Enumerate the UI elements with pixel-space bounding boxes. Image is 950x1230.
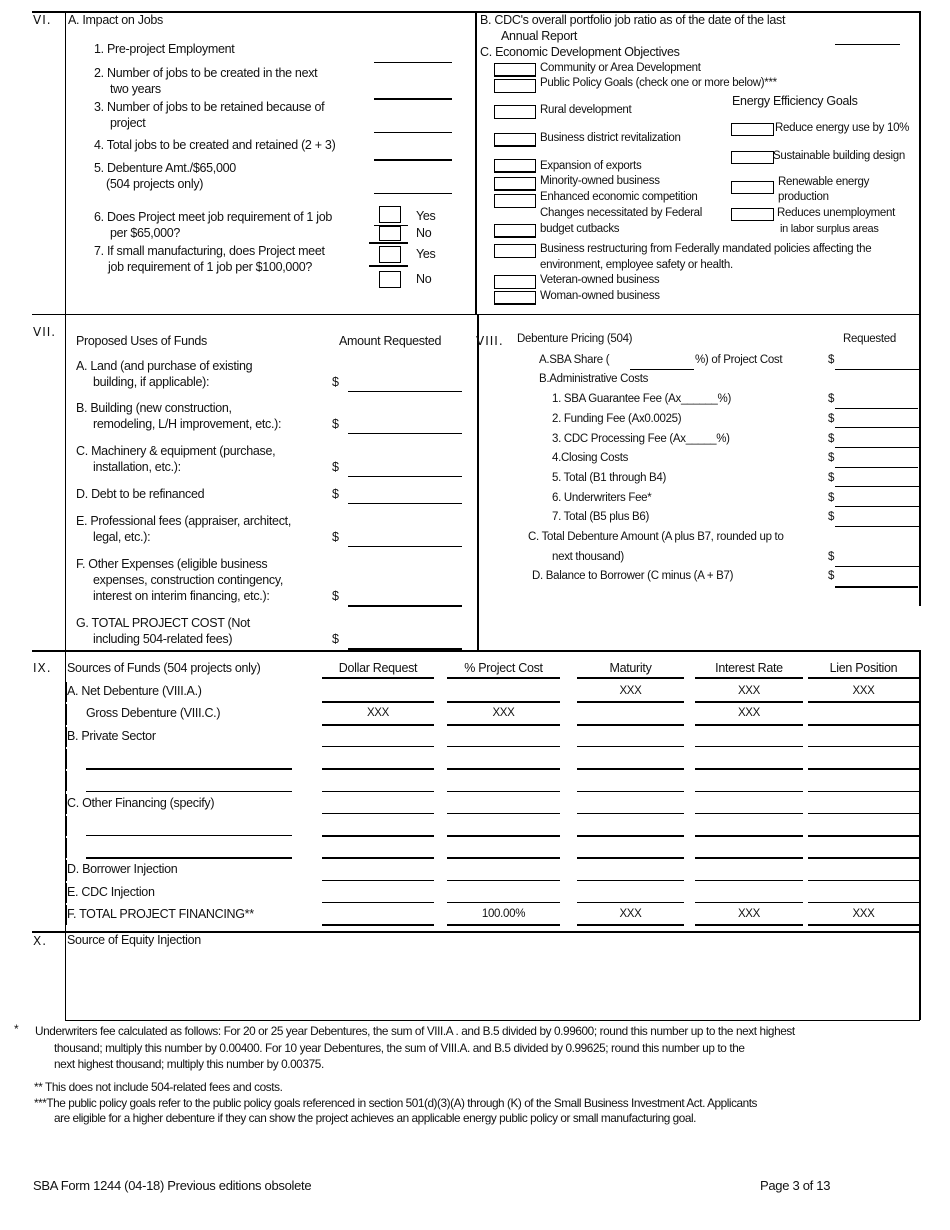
- b-total-currency: $: [828, 472, 835, 484]
- professional-fees-amount-field[interactable]: [348, 546, 462, 547]
- table-row-label: F. TOTAL PROJECT FINANCING**: [67, 907, 254, 921]
- enhanced-competition-checkbox[interactable]: [494, 194, 536, 208]
- col-header-underline: [322, 677, 434, 679]
- table-cell-field[interactable]: [808, 857, 919, 859]
- table-cell-field[interactable]: [808, 880, 919, 881]
- other-expenses-label: F. Other Expenses (eligible business: [76, 557, 268, 571]
- machinery-label: C. Machinery & equipment (purchase,: [76, 444, 276, 458]
- jobs-item-6-label-cont: per $65,000?: [110, 226, 181, 240]
- footnote-1-line-2: thousand; multiply this number by 0.00400. For 10 year Debentures, the sum of VIII.A. and B.5 divided by 0.99625; round this number up to the: [54, 1041, 745, 1055]
- total-project-cost-label: G. TOTAL PROJECT COST (Not: [76, 616, 250, 630]
- section10-bottom-border: [65, 1020, 920, 1021]
- cdc-processing-fee-field[interactable]: [835, 447, 919, 448]
- minority-owned-label: Minority-owned business: [540, 175, 660, 187]
- table-cell-field[interactable]: [695, 857, 803, 859]
- table-cell-field[interactable]: [322, 724, 434, 726]
- machinery-amount-field[interactable]: [348, 476, 462, 477]
- table-cell-field[interactable]: [577, 924, 684, 926]
- other-expenses-label-cont: expenses, construction contingency,: [93, 573, 284, 587]
- jobs-item-7-label-cont: job requirement of 1 job per $100,000?: [108, 260, 313, 274]
- reduce-unemployment-label-cont: in labor surplus areas: [780, 223, 879, 235]
- table-cell-field[interactable]: [447, 924, 560, 926]
- table-cell-field[interactable]: [447, 746, 560, 747]
- jobs-item-5-label: 5. Debenture Amt./$65,000: [94, 161, 236, 175]
- table-cell-field[interactable]: [447, 902, 560, 903]
- table-cell-field[interactable]: [322, 813, 434, 814]
- table-cell-field[interactable]: [695, 724, 803, 726]
- jobs-item-1-label: 1. Pre-project Employment: [94, 42, 235, 56]
- total-debenture-label-cont: next thousand): [552, 551, 624, 563]
- reduce-unemployment-label: Reduces unemployment: [777, 207, 896, 219]
- b7-total-field[interactable]: [835, 526, 919, 527]
- sba-share-currency: $: [828, 354, 835, 366]
- footnote-1-line-1: Underwriters fee calculated as follows: For 20 or 25 year Debentures, the sum of VIII.A . and B.5 divided by 0.99600; round this number up to the next highest: [35, 1024, 795, 1038]
- renewable-energy-label: Renewable energy: [778, 176, 870, 188]
- section7-8-divider: [477, 314, 479, 651]
- col-header-underline: [577, 677, 684, 679]
- b7-total-currency: $: [828, 511, 835, 523]
- lender-name-field[interactable]: [86, 791, 292, 792]
- jobs-created-field[interactable]: [374, 98, 452, 100]
- table-cell-field[interactable]: [322, 880, 434, 881]
- table-cell-field[interactable]: [322, 791, 434, 792]
- footnote-1-mark: *: [14, 1022, 19, 1036]
- building-label-cont: remodeling, L/H improvement, etc.):: [93, 417, 282, 431]
- jobs-item-3-label: 3. Number of jobs to be retained because of: [94, 100, 325, 114]
- economic-objectives-title: C. Economic Development Objectives: [480, 45, 680, 59]
- row-left-bar: [65, 704, 67, 724]
- table-cell-field[interactable]: [447, 857, 560, 859]
- federal-cutbacks-checkbox[interactable]: [494, 224, 536, 238]
- pre-project-employment-field[interactable]: [374, 62, 452, 63]
- sustainable-design-label: Sustainable building design: [773, 150, 905, 162]
- debenture-ratio-field[interactable]: [374, 193, 452, 194]
- table-cell-field[interactable]: [447, 813, 560, 814]
- q6-no-checkbox[interactable]: [379, 226, 401, 241]
- table-cell-field[interactable]: [577, 768, 684, 770]
- table-cell-field[interactable]: [577, 724, 684, 726]
- q6-yes-checkbox[interactable]: [379, 206, 401, 223]
- balance-to-borrower-field[interactable]: [835, 586, 918, 588]
- table-cell: 100.00%: [481, 908, 526, 920]
- col-header-underline: [447, 677, 560, 679]
- table-cell-field[interactable]: [577, 701, 684, 703]
- minority-owned-checkbox[interactable]: [494, 177, 536, 191]
- col-header: Interest Rate: [715, 661, 783, 675]
- table-cell: XXX: [619, 685, 642, 697]
- equity-injection-title: Source of Equity Injection: [67, 933, 201, 947]
- col-header: Maturity: [609, 661, 652, 675]
- underwriters-fee-label: 6. Underwriters Fee*: [552, 492, 652, 504]
- cdc-job-ratio-field[interactable]: [835, 44, 900, 45]
- woman-owned-label: Woman-owned business: [540, 290, 660, 302]
- section8-numeral: VIII.: [476, 334, 504, 348]
- table-cell-field[interactable]: [322, 902, 434, 903]
- table-cell: XXX: [737, 685, 761, 697]
- business-district-checkbox[interactable]: [494, 133, 536, 147]
- right-border-top: [919, 11, 921, 315]
- balance-to-borrower-label: D. Balance to Borrower (C minus (A + B7): [532, 570, 734, 582]
- table-cell-field[interactable]: [322, 924, 434, 926]
- section6-numeral: VI.: [33, 13, 52, 27]
- row-left-bar: [65, 771, 67, 791]
- form-identifier: SBA Form 1244 (04-18) Previous editions obsolete: [33, 1178, 312, 1193]
- table-cell-field[interactable]: [695, 701, 803, 703]
- b-total-label: 5. Total (B1 through B4): [552, 472, 667, 484]
- sustainable-design-checkbox[interactable]: [731, 151, 774, 164]
- balance-currency: $: [828, 570, 835, 582]
- other-expenses-currency: $: [332, 589, 339, 603]
- land-currency: $: [332, 375, 339, 389]
- building-amount-field[interactable]: [348, 433, 462, 434]
- table-cell: XXX: [737, 908, 761, 920]
- building-label: B. Building (new construction,: [76, 401, 232, 415]
- q6-yes-label: Yes: [416, 209, 436, 223]
- table-cell-field[interactable]: [577, 835, 684, 837]
- jobs-item-7-label: 7. If small manufacturing, does Project meet: [94, 244, 325, 258]
- rural-development-label: Rural development: [540, 104, 632, 116]
- debt-refinanced-label: D. Debt to be refinanced: [76, 487, 205, 501]
- table-cell-field[interactable]: [695, 835, 803, 837]
- jobs-retained-field[interactable]: [374, 132, 452, 133]
- q7-yes-label: Yes: [416, 247, 436, 261]
- machinery-label-cont: installation, etc.):: [93, 460, 181, 474]
- closing-costs-label: 4.Closing Costs: [552, 452, 629, 464]
- cdc-processing-fee-currency: $: [828, 433, 835, 445]
- underwriters-fee-field[interactable]: [835, 506, 919, 507]
- federal-cutbacks-label: budget cutbacks: [540, 223, 620, 235]
- professional-fees-currency: $: [332, 530, 339, 544]
- jobs-item-5-label-cont: (504 projects only): [106, 177, 204, 191]
- jobs-item-4-label: 4. Total jobs to be created and retained (2 + 3): [94, 138, 336, 152]
- table-row-label: C. Other Financing (specify): [67, 795, 215, 810]
- building-currency: $: [332, 417, 339, 431]
- table-cell: XXX: [492, 707, 515, 720]
- funding-fee-currency: $: [828, 413, 835, 425]
- footnote-2: ** This does not include 504-related fees and costs.: [34, 1080, 283, 1094]
- total-debenture-currency: $: [828, 551, 835, 563]
- right-border-mid: [919, 314, 921, 606]
- section6-right-divider: [475, 11, 477, 315]
- table-cell-field[interactable]: [695, 813, 803, 814]
- guarantee-fee-field[interactable]: [835, 408, 918, 409]
- table-cell-field[interactable]: [808, 724, 919, 726]
- table-cell-field[interactable]: [808, 902, 919, 903]
- debt-amount-field[interactable]: [348, 503, 462, 504]
- page-number: Page 3 of 13: [760, 1178, 831, 1193]
- col-header: % Project Cost: [464, 661, 543, 675]
- land-label: A. Land (and purchase of existing: [76, 359, 253, 373]
- table-cell-field[interactable]: [447, 835, 560, 837]
- reduce-energy-label: Reduce energy use by 10%: [775, 122, 910, 134]
- cdc-job-ratio-label-cont: Annual Report: [501, 29, 578, 43]
- table-cell-field[interactable]: [322, 746, 434, 747]
- table-cell-field[interactable]: [322, 835, 434, 837]
- q7-divider: [369, 265, 408, 267]
- table-cell-field[interactable]: [695, 746, 803, 747]
- closing-costs-currency: $: [828, 452, 835, 464]
- land-label-cont: building, if applicable):: [93, 375, 210, 389]
- table-cell-field[interactable]: [447, 880, 560, 881]
- sba-share-percent-field[interactable]: [630, 369, 694, 370]
- woman-owned-checkbox[interactable]: [494, 291, 536, 305]
- lender-name-field[interactable]: [86, 768, 292, 770]
- energy-goals-title: Energy Efficiency Goals: [732, 94, 858, 108]
- rural-development-checkbox[interactable]: [494, 105, 536, 119]
- table-cell: XXX: [619, 908, 642, 920]
- sources-of-funds-title: Sources of Funds (504 projects only): [67, 661, 261, 675]
- table-cell-field[interactable]: [322, 768, 434, 770]
- table-cell-field[interactable]: [577, 902, 684, 903]
- cdc-job-ratio-label: B. CDC's overall portfolio job ratio as of the date of the last: [480, 13, 786, 27]
- table-cell-field[interactable]: [577, 880, 684, 881]
- table-cell-field[interactable]: [808, 813, 919, 814]
- table-cell: XXX: [366, 707, 390, 720]
- total-debenture-label: C. Total Debenture Amount (A plus B7, rounded up to: [528, 531, 784, 543]
- col-header-underline: [808, 677, 919, 679]
- table-cell-field[interactable]: [695, 880, 803, 881]
- reduce-energy-checkbox[interactable]: [731, 123, 774, 136]
- table-row-label: Gross Debenture (VIII.C.): [86, 706, 221, 721]
- requested-header: Requested: [843, 333, 896, 345]
- table-cell-field[interactable]: [577, 791, 684, 792]
- guarantee-fee-currency: $: [828, 393, 835, 405]
- enhanced-competition-label: Enhanced economic competition: [540, 191, 698, 203]
- row-left-bar: [65, 816, 67, 836]
- table-row-label: B. Private Sector: [67, 728, 156, 743]
- lender-name-field[interactable]: [86, 857, 292, 859]
- table-row-label: E. CDC Injection: [67, 884, 155, 899]
- table-cell-field[interactable]: [808, 768, 919, 770]
- veteran-owned-checkbox[interactable]: [494, 275, 536, 289]
- lender-name-field[interactable]: [86, 835, 292, 836]
- section7-bottom-border: [32, 650, 920, 652]
- table-cell-field[interactable]: [322, 701, 434, 703]
- machinery-currency: $: [332, 460, 339, 474]
- table-cell-field[interactable]: [322, 857, 434, 859]
- land-amount-field[interactable]: [348, 391, 462, 392]
- debenture-pricing-title: Debenture Pricing (504): [517, 333, 633, 345]
- amount-requested-header: Amount Requested: [339, 334, 442, 348]
- debt-currency: $: [332, 487, 339, 501]
- b-total-field[interactable]: [835, 486, 919, 487]
- table-cell-field[interactable]: [695, 902, 803, 903]
- table-cell-field[interactable]: [808, 746, 919, 747]
- public-policy-checkbox[interactable]: [494, 79, 536, 93]
- federal-changes-label: Changes necessitated by Federal: [540, 207, 703, 219]
- section10-numeral: X.: [33, 934, 48, 948]
- footnote-3-line-1: ***The public policy goals refer to the public policy goals referenced in section 501(d)(3)(A) through (K) of the Small Business Investment Act. Applicants: [34, 1096, 758, 1110]
- section7-numeral: VII.: [33, 325, 57, 339]
- guarantee-fee-label: 1. SBA Guarantee Fee (Ax______%): [552, 393, 731, 405]
- table-cell-field[interactable]: [808, 701, 919, 703]
- section9-numeral: IX.: [33, 661, 52, 675]
- q6-no-label: No: [416, 226, 432, 240]
- table-cell: XXX: [852, 685, 875, 697]
- expansion-exports-label: Expansion of exports: [540, 160, 642, 172]
- sba-share-label-post: %) of Project Cost: [695, 354, 783, 366]
- table-row-label: A. Net Debenture (VIII.A.): [67, 684, 202, 698]
- q7-no-checkbox[interactable]: [379, 271, 401, 288]
- renewable-energy-checkbox[interactable]: [731, 181, 774, 194]
- table-cell-field[interactable]: [447, 791, 560, 792]
- col-header-underline: [695, 677, 803, 679]
- renewable-energy-label-cont: production: [778, 191, 829, 203]
- cdc-processing-fee-label: 3. CDC Processing Fee (Ax_____%): [552, 433, 730, 445]
- table-cell-field[interactable]: [695, 924, 803, 926]
- table-row-label: D. Borrower Injection: [67, 862, 178, 877]
- table-cell-field[interactable]: [447, 724, 560, 726]
- professional-fees-label: E. Professional fees (appraiser, architect,: [76, 514, 291, 528]
- jobs-item-2-label-cont: two years: [110, 82, 161, 96]
- funding-fee-field[interactable]: [835, 427, 919, 428]
- admin-costs-title: B.Administrative Costs: [539, 373, 649, 385]
- veteran-owned-label: Veteran-owned business: [540, 274, 660, 286]
- right-border-bottom: [919, 650, 921, 1020]
- table-cell-field[interactable]: [808, 835, 919, 837]
- underwriters-fee-currency: $: [828, 492, 835, 504]
- total-project-cost-label-cont: including 504-related fees): [93, 632, 233, 646]
- table-cell-field[interactable]: [695, 768, 803, 770]
- business-restructuring-label: Business restructuring from Federally mandated policies affecting the: [540, 243, 872, 255]
- row-left-bar: [65, 749, 67, 769]
- footnote-3-line-2: are eligible for a higher debenture if they can show the project achieves an applicable energy public policy or small manufacturing goal.: [54, 1111, 696, 1125]
- table-cell-field[interactable]: [447, 768, 560, 770]
- public-policy-label: Public Policy Goals (check one or more below)***: [540, 77, 777, 89]
- table-cell-field[interactable]: [695, 791, 803, 792]
- table-cell-field[interactable]: [447, 701, 560, 703]
- table-cell: XXX: [737, 707, 761, 720]
- professional-fees-label-cont: legal, etc.):: [93, 530, 151, 544]
- table-cell-field[interactable]: [808, 924, 919, 926]
- jobs-item-6-label: 6. Does Project meet job requirement of 1 job: [94, 210, 333, 224]
- q7-no-label: No: [416, 272, 432, 286]
- b7-total-label: 7. Total (B5 plus B6): [552, 511, 650, 523]
- business-restructuring-checkbox[interactable]: [494, 244, 536, 258]
- table-cell-field[interactable]: [577, 746, 684, 747]
- q7-yes-checkbox[interactable]: [379, 246, 401, 263]
- jobs-item-3-label-cont: project: [110, 116, 146, 130]
- closing-costs-field[interactable]: [835, 467, 918, 468]
- footnote-1-line-3: next highest thousand; multiply this number by 0.00375.: [54, 1057, 324, 1071]
- business-restructuring-label-cont: environment, employee safety or health.: [540, 259, 733, 271]
- total-project-cost-currency: $: [332, 632, 339, 646]
- total-jobs-field[interactable]: [374, 159, 452, 161]
- reduce-unemployment-checkbox[interactable]: [731, 208, 774, 221]
- table-cell: XXX: [852, 908, 875, 920]
- sba-share-amount-field[interactable]: [835, 369, 919, 370]
- col-header: Dollar Request: [338, 661, 418, 675]
- q6-q7-divider: [369, 242, 408, 244]
- row-left-bar: [65, 838, 67, 858]
- community-development-label: Community or Area Development: [540, 62, 701, 74]
- table-cell-field[interactable]: [808, 791, 919, 792]
- other-expenses-label-cont2: interest on interim financing, etc.):: [93, 589, 270, 603]
- other-expenses-amount-field[interactable]: [348, 605, 462, 607]
- equity-injection-input[interactable]: [67, 950, 917, 1018]
- table-cell-field[interactable]: [577, 813, 684, 814]
- expansion-exports-checkbox[interactable]: [494, 159, 536, 173]
- sba-share-label-pre: A.SBA Share (: [539, 354, 610, 366]
- table-cell-field[interactable]: [577, 857, 684, 859]
- uses-of-funds-header: Proposed Uses of Funds: [76, 334, 207, 348]
- impact-on-jobs-title: A. Impact on Jobs: [68, 13, 163, 27]
- business-district-label: Business district revitalization: [540, 132, 681, 144]
- section6-bottom-border: [32, 314, 920, 315]
- funding-fee-label: 2. Funding Fee (Ax0.0025): [552, 413, 682, 425]
- total-debenture-field[interactable]: [835, 566, 919, 567]
- col-header: Lien Position: [829, 661, 898, 675]
- community-development-checkbox[interactable]: [494, 63, 536, 77]
- jobs-item-2-label: 2. Number of jobs to be created in the next: [94, 66, 318, 80]
